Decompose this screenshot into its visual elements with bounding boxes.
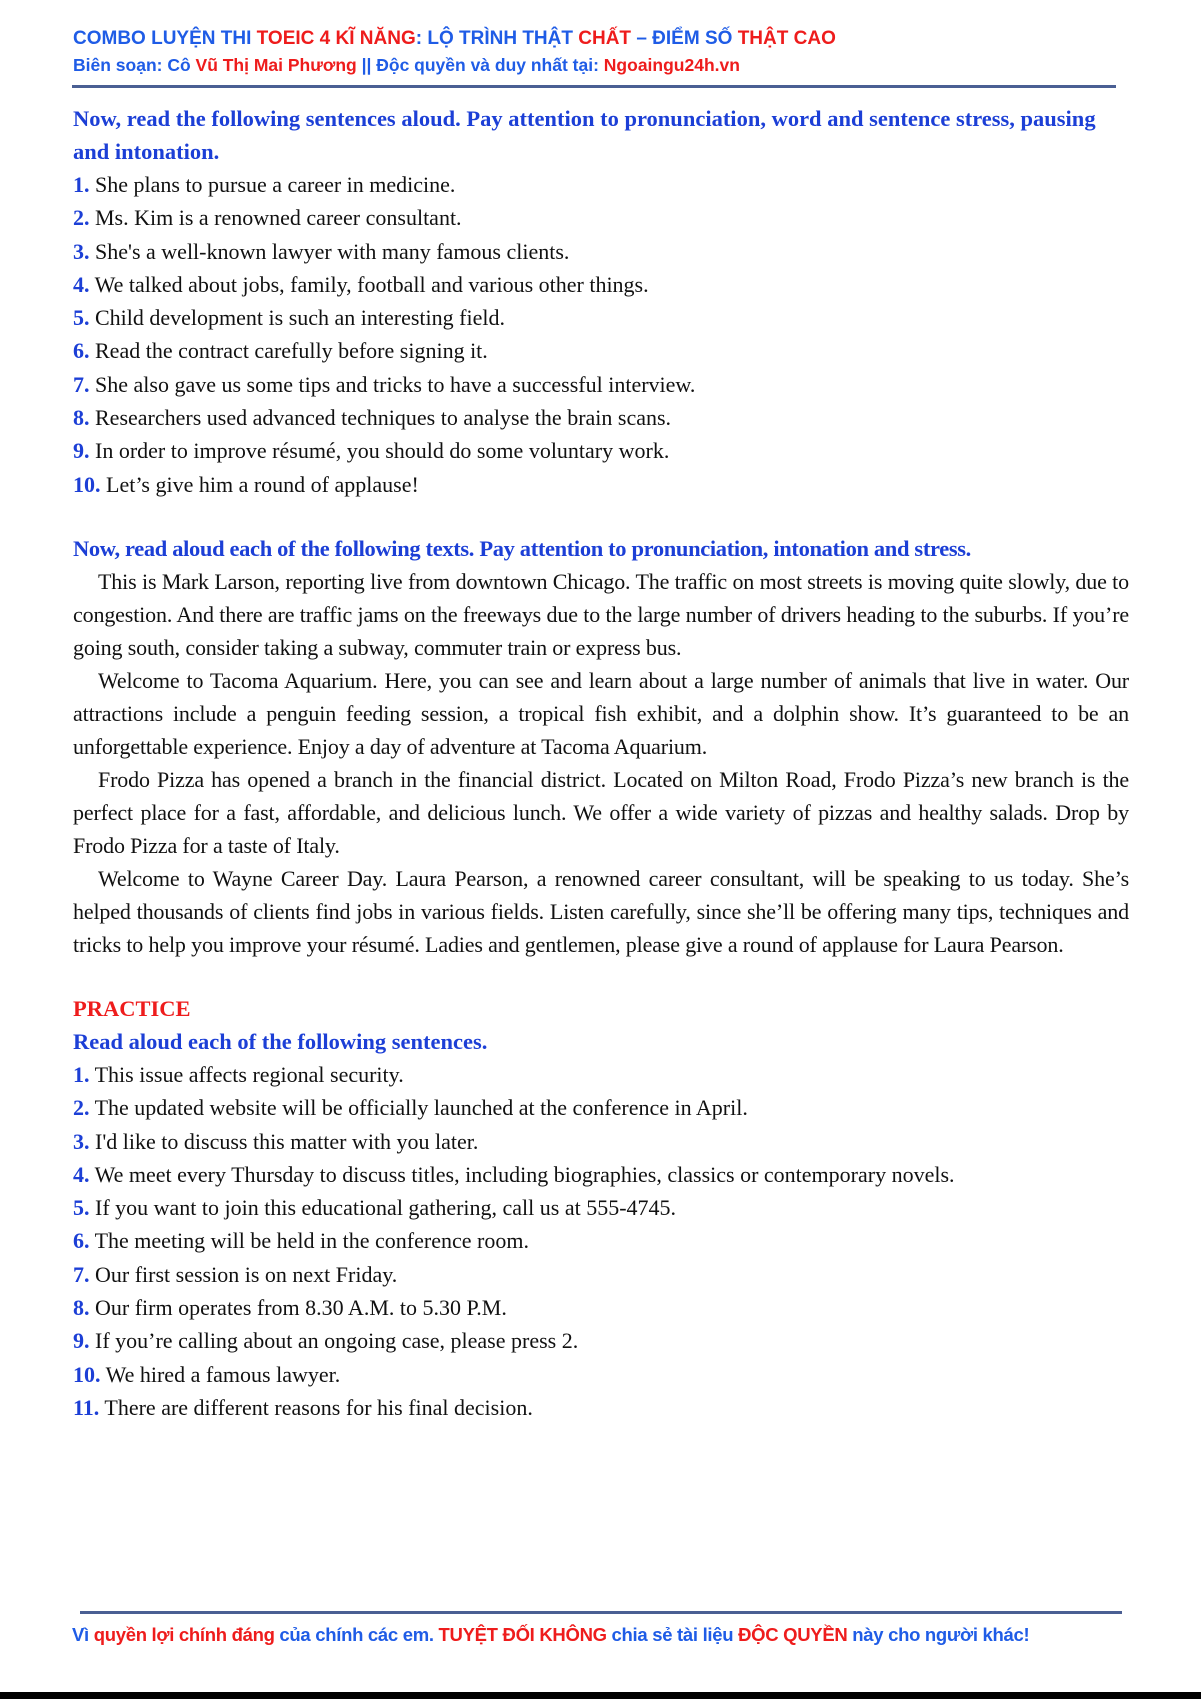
item-text: Our first session is on next Friday. xyxy=(89,1261,398,1287)
reading-paragraph: Welcome to Tacoma Aquarium. Here, you can see and learn about a large number of animals that live in water. Our attractions include a penguin feeding session, a tropical fish exhibit, and a dolphin show. It’s guaranteed to be an unforgettable experience. Enjoy a day of adventure at Tacoma Aquarium. xyxy=(73,667,1129,759)
item-number: 7. xyxy=(73,1261,90,1287)
list-item xyxy=(73,1158,1129,1191)
page-bottom-edge xyxy=(0,1692,1201,1699)
list-item xyxy=(73,401,1129,434)
section2-instruction: Now, read aloud each of the following texts. Pay attention to pronunciation, intonation and stress. xyxy=(73,535,971,561)
item-text: Our firm operates from 8.30 A.M. to 5.30 P.M. xyxy=(89,1295,507,1321)
item-text: This issue affects regional security. xyxy=(89,1061,404,1087)
item-number: 9. xyxy=(73,1328,90,1354)
item-number: 10. xyxy=(73,471,101,497)
header-divider xyxy=(72,85,1116,88)
item-number: 1. xyxy=(73,1061,90,1087)
item-text: I'd like to discuss this matter with you later. xyxy=(89,1128,479,1154)
item-text: She's a well-known lawyer with many famous clients. xyxy=(89,238,570,264)
item-text: The updated website will be officially launched at the conference in April. xyxy=(89,1095,748,1121)
footer-divider xyxy=(80,1611,1122,1614)
list-item xyxy=(73,201,1129,234)
list-item xyxy=(73,1324,1129,1357)
item-number: 4. xyxy=(73,1161,90,1187)
item-number: 7. xyxy=(73,371,90,397)
item-number: 6. xyxy=(73,338,90,364)
item-text: If you want to join this educational gathering, call us at 555-4745. xyxy=(89,1195,677,1221)
list-item xyxy=(73,334,1129,367)
section1-sentence-list xyxy=(73,168,1129,501)
item-text: Child development is such an interesting field. xyxy=(89,305,505,331)
item-text: Researchers used advanced techniques to analyse the brain scans. xyxy=(89,405,672,431)
item-text: There are different reasons for his final decision. xyxy=(99,1394,533,1420)
header-title-part: TOEIC 4 KĨ NĂNG xyxy=(256,28,416,49)
spacer xyxy=(73,501,1129,532)
item-number: 1. xyxy=(73,172,90,197)
header-title xyxy=(73,26,836,52)
item-number: 5. xyxy=(73,305,90,331)
item-number: 3. xyxy=(73,238,90,264)
list-item xyxy=(73,1358,1129,1391)
practice-title: PRACTICE xyxy=(73,995,191,1021)
document-body xyxy=(73,102,1129,1424)
section1-instruction: Now, read the following sentences aloud. Pay attention to pronunciation, word and sentence stress, pausing and intonation. xyxy=(73,106,1096,164)
header-author xyxy=(73,52,836,78)
item-text: Read the contract carefully before signing it. xyxy=(89,338,488,364)
header-author-part: Biên soạn: Cô xyxy=(73,55,196,75)
item-text: She also gave us some tips and tricks to have a successful interview. xyxy=(89,371,696,397)
header-title-part: – ĐIỂM SỐ xyxy=(631,28,738,49)
list-item xyxy=(73,1258,1129,1291)
spacer xyxy=(73,961,1129,992)
item-text: If you’re calling about an ongoing case, please press 2. xyxy=(89,1328,579,1354)
item-text: In order to improve résumé, you should do some voluntary work. xyxy=(89,438,670,464)
reading-paragraph: This is Mark Larson, reporting live from downtown Chicago. The traffic on most streets is moving quite slowly, due to congestion. And there are traffic jams on the freeways due to the large number of drivers heading to the suburbs. If you’re going south, consider taking a subway, commuter train or express bus. xyxy=(73,568,1129,660)
item-number: 4. xyxy=(73,271,90,297)
practice-instruction: Read aloud each of the following sentences. xyxy=(73,1028,488,1054)
list-item xyxy=(73,1291,1129,1324)
reading-paragraph: Welcome to Wayne Career Day. Laura Pearson, a renowned career consultant, will be speaking to us today. She’s helped thousands of clients find jobs in various fields. Listen carefully, since she’ll be offering many tips, techniques and tricks to help you improve your résumé. Ladies and gentlemen, please give a round of applause for Laura Pearson. xyxy=(73,865,1129,957)
header-title-part: CHẤT xyxy=(578,28,632,49)
item-number: 6. xyxy=(73,1228,90,1254)
item-number: 9. xyxy=(73,438,90,464)
list-item xyxy=(73,434,1129,467)
footer-part: của chính các em. xyxy=(274,1624,439,1645)
footer-part: chia sẻ tài liệu xyxy=(606,1624,739,1645)
footer-part: Vì xyxy=(72,1624,94,1645)
list-item xyxy=(73,1224,1129,1257)
footer-part: quyền lợi chính đáng xyxy=(93,1624,275,1645)
page-header xyxy=(73,26,836,78)
item-text: We hired a famous lawyer. xyxy=(100,1361,341,1387)
list-item xyxy=(73,1125,1129,1158)
item-text: The meeting will be held in the conference room. xyxy=(89,1228,529,1254)
footer-notice xyxy=(72,1622,1029,1648)
item-text: We meet every Thursday to discuss titles, including biographies, classics or contemporary novels. xyxy=(89,1161,955,1187)
list-item xyxy=(73,235,1129,268)
list-item xyxy=(73,1391,1129,1424)
footer-part: ĐỘC QUYỀN xyxy=(738,1624,848,1645)
header-title-part: COMBO LUYỆN THI xyxy=(73,28,257,49)
footer-part: TUYỆT ĐỐI KHÔNG xyxy=(438,1624,607,1645)
item-text: We talked about jobs, family, football and various other things. xyxy=(89,271,649,297)
item-number: 2. xyxy=(73,1095,90,1121)
list-item xyxy=(73,1191,1129,1224)
list-item xyxy=(73,1058,1129,1091)
item-number: 10. xyxy=(73,1361,101,1387)
footer-part: này cho người khác! xyxy=(847,1624,1030,1645)
list-item xyxy=(73,301,1129,334)
list-item xyxy=(73,368,1129,401)
practice-sentence-list xyxy=(73,1058,1129,1424)
header-author-part: Vũ Thị Mai Phương xyxy=(195,55,357,75)
item-number: 8. xyxy=(73,1295,90,1321)
item-text: She plans to pursue a career in medicine. xyxy=(89,172,456,197)
header-title-part: : LỘ TRÌNH THẬT xyxy=(415,28,579,49)
list-item xyxy=(73,168,1129,201)
list-item xyxy=(73,468,1129,501)
list-item xyxy=(73,268,1129,301)
item-text: Let’s give him a round of applause! xyxy=(100,471,419,497)
header-website: Ngoaingu24h.vn xyxy=(603,55,740,75)
item-number: 11. xyxy=(73,1394,100,1420)
reading-paragraph: Frodo Pizza has opened a branch in the financial district. Located on Milton Road, Frodo Pizza’s new branch is the perfect place for a fast, affordable, and delicious lunch. We offer a wide variety of pizzas and healthy salads. Drop by Frodo Pizza for a taste of Italy. xyxy=(73,766,1129,858)
item-number: 2. xyxy=(73,205,90,231)
item-text: Ms. Kim is a renowned career consultant. xyxy=(89,205,462,231)
item-number: 3. xyxy=(73,1128,90,1154)
header-title-part: THẬT CAO xyxy=(737,28,836,49)
item-number: 5. xyxy=(73,1195,90,1221)
item-number: 8. xyxy=(73,405,90,431)
list-item xyxy=(73,1091,1129,1124)
header-author-part: || Độc quyền và duy nhất tại: xyxy=(356,55,604,75)
